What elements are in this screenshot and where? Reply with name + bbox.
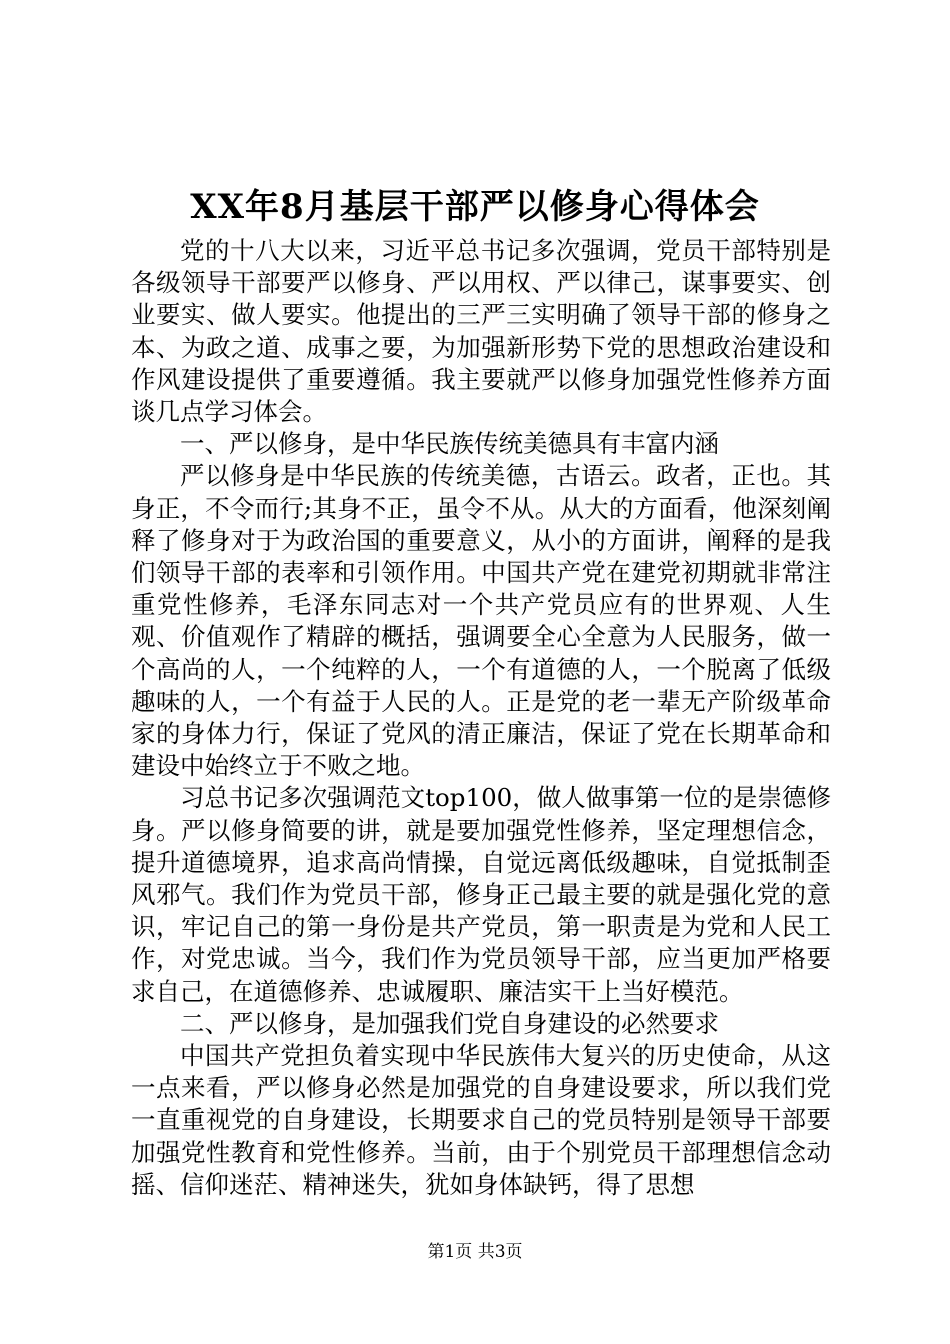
section-heading-2: 二、严以修身，是加强我们党自身建设的必然要求 [180, 1008, 719, 1038]
document-title: XX年8月基层干部严以修身心得体会 [190, 187, 760, 227]
document-body [131, 235, 831, 1201]
page-footer: 第1页 共3页 [427, 1242, 523, 1262]
section-heading-1: 一、严以修身，是中华民族传统美德具有丰富内涵 [180, 429, 719, 459]
paragraph-section-1a: 严以修身是中华民族的传统美德，古语云。政者，正也。其身正，不令而行;其身不正，虽令不从。从大的方面看，他深刻阐释了修身对于为政治国的重要意义，从小的方面讲，阐释的是我们领导干部的表率和引领作用。中国共产党在建党初期就非常注重党性修养，毛泽东同志对一个共产党员应有的世界观、人生观、价值观作了精辟的概括，强调要全心全意为人民服务，做一个高尚的人，一个纯粹的人，一个有道德的人，一个脱离了低级趣味的人，一个有益于人民的人。正是党的老一辈无产阶级革命家的身体力行，保证了党风的清正廉洁，保证了党在长期革命和建设中始终立于不败之地。 [131, 461, 831, 781]
paragraph-intro: 党的十八大以来，习近平总书记多次强调，党员干部特别是各级领导干部要严以修身、严以用权、严以律己，谋事要实、创业要实、做人要实。他提出的三严三实明确了领导干部的修身之本、为政之道、成事之要，为加强新形势下党的思想政治建设和作风建设提供了重要遵循。我主要就严以修身加强党性修养方面谈几点学习体会。 [131, 236, 831, 427]
paragraph-section-1b: 习总书记多次强调范文top100，做人做事第一位的是崇德修身。严以修身简要的讲，就是要加强党性修养，坚定理想信念，提升道德境界，追求高尚情操，自觉远离低级趣味，自觉抵制歪风邪气。我们作为党员干部，修身正己最主要的就是强化党的意识，牢记自己的第一身份是共产党员，第一职责是为党和人民工作，对党忠诚。当今，我们作为党员领导干部，应当更加严格要求自己，在道德修养、忠诚履职、廉洁实干上当好模范。 [131, 783, 831, 1006]
paragraph-section-2a: 中国共产党担负着实现中华民族伟大复兴的历史使命，从这一点来看，严以修身必然是加强党的自身建设要求，所以我们党一直重视党的自身建设，长期要求自己的党员特别是领导干部要加强党性教育和党性修养。当前，由于个别党员干部理想信念动摇、信仰迷茫、精神迷失，犹如身体缺钙，得了思想 [131, 1041, 831, 1199]
